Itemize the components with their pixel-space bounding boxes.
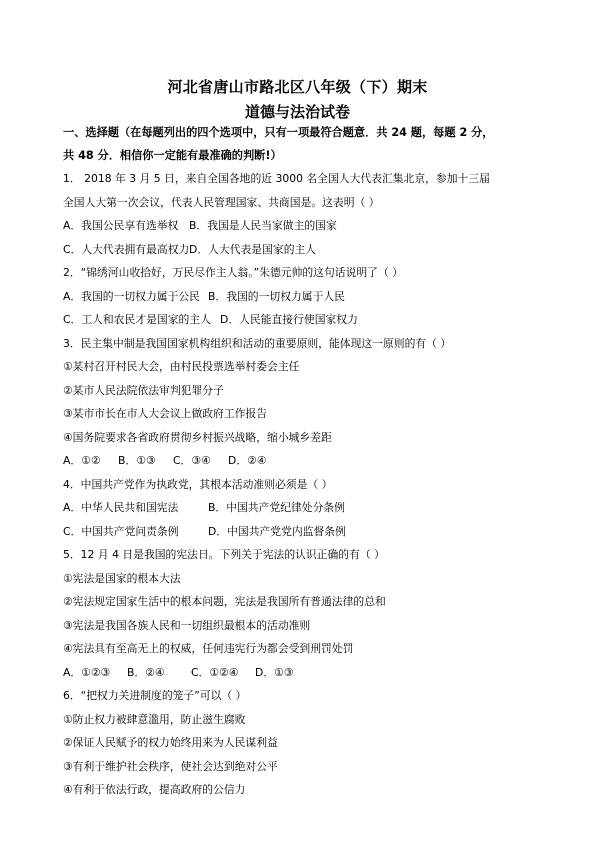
options-row (63, 285, 533, 309)
statement-item: ③宪法是我国各族人民和一切组织最根本的活动准则 (63, 618, 311, 632)
statement-item: ④有利于依法行政，提高政府的公信力 (63, 783, 246, 796)
option-d[interactable]: D．人民能直接行使国家权力 (220, 313, 358, 326)
options-row (63, 238, 533, 262)
option-b[interactable]: B．我国的一切权力属于人民 (208, 289, 345, 303)
statement-item: ②宪法规定国家生活中的根本问题，宪法是我国所有普通法律的总和 (63, 595, 386, 608)
statement-item: ④宪法具有至高无上的权威，任何违宪行为都会受到刑罚处罚 (63, 642, 354, 655)
options-row (63, 661, 533, 685)
question-2 (63, 261, 533, 332)
option-d[interactable]: D．①③ (255, 665, 294, 679)
statement-item: ①某村召开村民大会，由村民投票选举村委会主任 (63, 360, 300, 373)
option-b[interactable]: B．我国是人民当家做主的国家 (189, 219, 337, 232)
question-6 (63, 684, 533, 802)
option-b[interactable]: B．①③ (118, 454, 156, 467)
option-b[interactable]: B．②④ (127, 665, 165, 679)
option-a[interactable]: A．我国的一切权力属于公民 (63, 289, 200, 303)
options-row (63, 308, 533, 332)
exam-title: 河北省唐山市路北区八年级（下）期末 (167, 78, 428, 96)
statement-item: ①防止权力被肆意滥用，防止滋生腐败 (63, 712, 246, 726)
question-5 (63, 543, 533, 684)
question-4 (63, 473, 533, 544)
options-row (63, 214, 533, 238)
option-d[interactable]: D．中国共产党党内监督条例 (208, 524, 346, 538)
section-heading-line: 共 48 分．相信你一定能有最准确的判断!） (63, 149, 282, 162)
statement-item: ③有利于维护社会秩序，使社会达到绝对公平 (63, 759, 278, 773)
option-a[interactable]: A．中华人民共和国宪法 (63, 501, 179, 514)
question-1 (63, 167, 533, 261)
statement-item: ②保证人民赋予的权力始终用来为人民谋利益 (63, 736, 278, 749)
question-stem: 4．中国共产党作为执政党，其根本活动准则必须是（ ） (63, 477, 333, 491)
question-3 (63, 332, 533, 473)
exam-content (63, 121, 533, 802)
option-a[interactable]: A．①②③ (63, 665, 111, 679)
option-a[interactable]: A．我国公民享有选举权 (63, 219, 179, 232)
options-row (63, 449, 533, 473)
header (0, 76, 595, 123)
option-b[interactable]: B．中国共产党纪律处分条例 (208, 501, 345, 514)
question-stem: 1． 2018 年 3 月 5 日，来自全国各地的近 3000 名全国人大代表汇集北京，参加十三届 (63, 172, 490, 185)
exam-subtitle: 道德与法治试卷 (244, 103, 350, 121)
option-d[interactable]: D．②④ (228, 454, 267, 467)
question-stem: 2．“锦绣河山收拾好，万民尽作主人翁。”朱德元帅的这句话说明了（ ） (63, 266, 403, 279)
option-d[interactable]: D．人大代表是国家的主人 (189, 242, 317, 256)
question-stem: 6．“把权力关进制度的笼子”可以（ ） (63, 689, 247, 702)
option-c[interactable]: C．工人和农民才是国家的主人 (63, 313, 211, 326)
option-c[interactable]: C．①②④ (191, 665, 239, 679)
question-stem: 全国人大第一次会议，代表人民管理国家、共商国是。这表明（ ） (63, 195, 380, 209)
option-c[interactable]: C．人大代表拥有最高权力 (63, 242, 190, 256)
question-stem: 3．民主集中制是我国国家机构组织和活动的重要原则，能体现这一原则的有（ ） (63, 336, 452, 350)
section-heading (63, 121, 533, 167)
question-stem: 5．12 月 4 日是我国的宪法日。下列关于宪法的认识正确的有（ ） (63, 548, 385, 561)
statement-item: ①宪法是国家的根本大法 (63, 571, 181, 585)
option-c[interactable]: C．③④ (173, 454, 211, 467)
statement-item: ②某市人民法院依法审判犯罪分子 (63, 383, 224, 397)
statement-item: ③某市市长在市人大会议上做政府工作报告 (63, 407, 268, 420)
option-c[interactable]: C．中国共产党问责条例 (63, 524, 179, 538)
statement-item: ④国务院要求各省政府贯彻乡村振兴战略，缩小城乡差距 (63, 430, 332, 444)
section-heading-line: 一、选择题（在每题列出的四个选项中，只有一项最符合题意．共 24 题，每题 2 分， (63, 126, 494, 139)
option-a[interactable]: A．①② (63, 454, 101, 467)
options-row (63, 520, 533, 544)
options-row (63, 496, 533, 520)
